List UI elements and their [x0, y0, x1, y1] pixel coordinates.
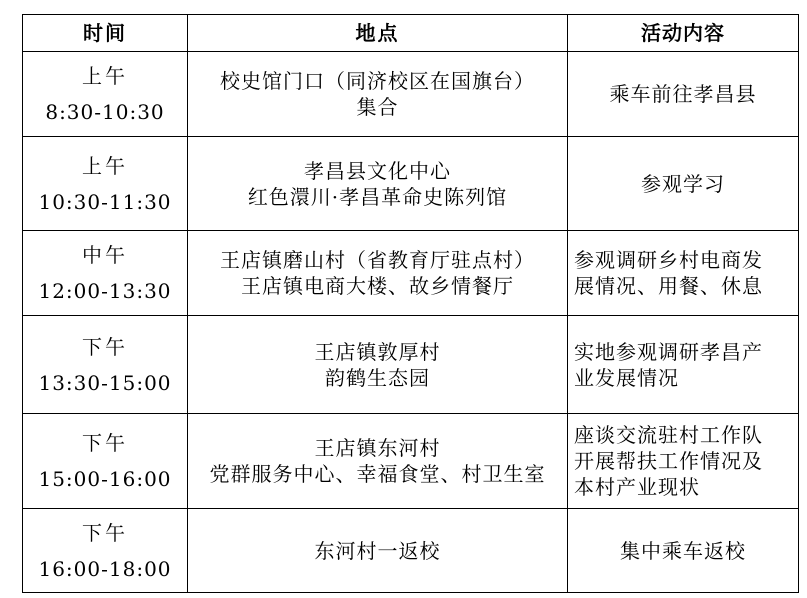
place-line: 王店镇磨山村（省教育厅驻点村）	[220, 248, 535, 272]
time-cell	[23, 509, 188, 593]
place-cell	[188, 316, 568, 414]
place-line: 王店镇东河村	[314, 436, 441, 460]
activity-line: 参观调研乡村电商发	[574, 248, 763, 272]
table-row	[23, 52, 799, 137]
period-label: 下午	[82, 334, 128, 359]
table-row	[23, 414, 799, 509]
header-row	[23, 15, 799, 52]
activity-cell	[568, 137, 799, 231]
header-place: 地点	[188, 15, 568, 52]
place-cell	[188, 231, 568, 316]
time-range: 12:00-13:30	[38, 279, 172, 303]
time-range: 8:30-10:30	[45, 100, 165, 124]
time-range: 15:00-16:00	[38, 467, 172, 491]
place-line: 王店镇电商大楼、故乡情餐厅	[241, 274, 514, 298]
activity-line: 开展帮扶工作情况及	[574, 449, 763, 473]
activity-line: 参观学习	[641, 171, 725, 196]
place-line: 党群服务中心、幸福食堂、村卫生室	[209, 462, 546, 486]
activity-cell	[568, 509, 799, 593]
time-cell	[23, 316, 188, 414]
place-cell	[188, 137, 568, 231]
header-time: 时间	[23, 15, 188, 52]
period-label: 下午	[82, 520, 128, 545]
time-cell	[23, 52, 188, 137]
place-cell	[188, 414, 568, 509]
place-line: 红色澴川·孝昌革命史陈列馆	[247, 184, 508, 209]
period-label: 上午	[82, 64, 128, 88]
activity-cell	[568, 231, 799, 316]
table-row	[23, 316, 799, 414]
place-cell	[188, 52, 568, 137]
place-line: 韵鹤生态园	[325, 365, 430, 390]
period-label: 中午	[82, 243, 128, 267]
activity-cell	[568, 52, 799, 137]
activity-line: 实地参观调研孝昌产	[574, 339, 763, 364]
table-row	[23, 231, 799, 316]
time-range: 16:00-18:00	[38, 556, 172, 581]
table-row	[23, 509, 799, 593]
activity-line: 展情况、用餐、休息	[574, 274, 763, 298]
period-label: 下午	[82, 431, 128, 455]
place-line: 集合	[356, 95, 399, 119]
place-line: 校史馆门口（同济校区在国旗台）	[220, 69, 535, 93]
header-activity: 活动内容	[568, 15, 799, 52]
time-cell	[23, 137, 188, 231]
schedule-table	[22, 14, 799, 593]
activity-line: 集中乘车返校	[620, 538, 746, 563]
period-label: 上午	[82, 153, 128, 178]
place-cell	[188, 509, 568, 593]
place-line: 王店镇敦厚村	[314, 339, 441, 364]
table-row	[23, 137, 799, 231]
activity-line: 座谈交流驻村工作队	[574, 423, 763, 447]
time-cell	[23, 414, 188, 509]
activity-cell	[568, 414, 799, 509]
activity-line: 乘车前往孝昌县	[609, 82, 757, 106]
time-range: 13:30-15:00	[38, 370, 172, 395]
time-range: 10:30-11:30	[38, 189, 172, 214]
activity-cell	[568, 316, 799, 414]
place-line: 孝昌县文化中心	[304, 158, 451, 183]
activity-line: 业发展情况	[574, 365, 679, 390]
time-cell	[23, 231, 188, 316]
activity-line: 本村产业现状	[574, 475, 700, 499]
place-line: 东河村一返校	[314, 538, 441, 563]
